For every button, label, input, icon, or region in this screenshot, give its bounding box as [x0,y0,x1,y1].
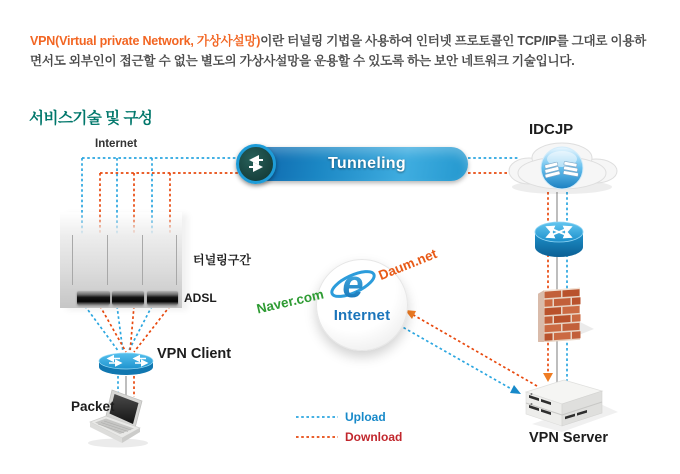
vpn-server-icon [498,372,620,434]
firewall-icon [534,282,596,342]
panel-divider [176,235,177,285]
panel-divider [142,235,143,285]
adsl-modem-icon [147,291,178,305]
browser-e-logo-icon [329,263,377,307]
tunneling-banner: Tunneling [240,147,468,181]
vpn-server-label: VPN Server [529,430,608,446]
panel-divider [72,235,73,285]
daum-site-label: Daum.net [376,246,440,283]
idc-label: IDCJP [529,121,574,138]
router-icon [533,218,585,262]
internet-bus-label: Internet [95,138,138,150]
vpn-client-label: VPN Client [157,346,232,362]
idc-cloud-icon [505,140,620,196]
intro-body: 이란 터널링 기법을 사용하여 인터넷 프로토콜인 TCP/IP를 그대로 이용하면서도 외부인이 접근할 수 없는 별도의 가상사설망을 운용할 수 있도록 하는 보안 네트워크 기술입니다. [30,33,647,68]
legend-download-label: Download [345,430,403,444]
section-title: 서비스기술 및 구성 [29,109,153,127]
adsl-modem-icon [112,291,144,305]
adsl-label: ADSL [184,291,217,305]
tunnel-section-label: 터널링구간 [193,253,251,267]
laptop-icon [84,386,156,448]
adsl-modem-icon [77,291,110,305]
packet-label: Packet [71,399,115,414]
intro-highlight: VPN(Virtual private Network, 가상사설망) [30,33,261,48]
panel-divider [107,235,108,285]
internet-globe-label: Internet [333,307,391,324]
naver-site-label: Naver.com [255,286,326,317]
vpn-client-router-icon [98,352,154,377]
tunneling-arrows-icon [236,144,276,184]
browser-e-letter: e [342,264,364,306]
legend-upload-label: Upload [345,410,386,424]
